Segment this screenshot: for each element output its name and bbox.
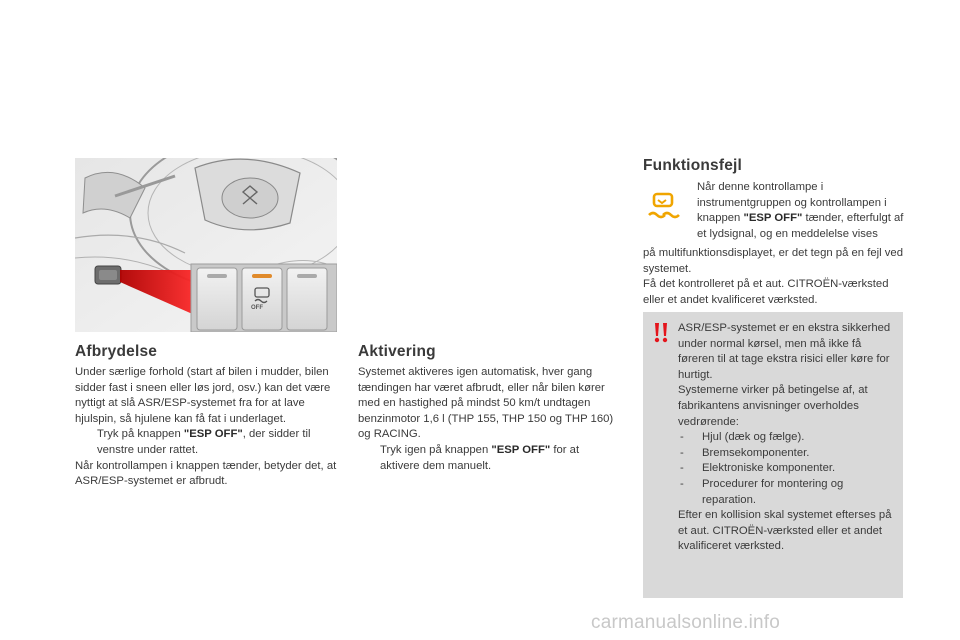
bullet-text-post: for at aktivere dem manuelt.: [380, 443, 580, 472]
bullet-arrow-icon: [75, 427, 97, 458]
section-heading-afbrydelse: Afbrydelse: [75, 343, 158, 360]
warning-text: [678, 321, 896, 555]
bullet-text-post: , der sidder til venstre under rattet.: [97, 428, 311, 456]
list-item: - Procedurer for montering og reparation.: [678, 477, 896, 508]
dashboard-drawing: [75, 158, 337, 332]
bullet-arrow-icon: [358, 443, 380, 474]
section-heading-funktionsfejl: Funktionsfejl: [643, 157, 743, 174]
esp-off-label: "ESP OFF": [491, 443, 551, 456]
section-heading-aktivering: Aktivering: [358, 343, 436, 360]
list-item: - Bremsekomponenter.: [678, 446, 896, 462]
afbrydelse-para1: Under særlige forhold (start af bilen i mudder, bilen sidder fast i sneen eller løs jord, osv.) kan det være nyttigt at slå ASR/ESP-systemet fra for at lave hjulspin, så hjulene kan få fat i underlaget.: [75, 366, 331, 425]
bullet-text-pre: Tryk igen på knappen: [380, 443, 492, 456]
esp-off-label: "ESP OFF": [743, 212, 803, 225]
funktionsfejl-para2: Få det kontrolleret på et aut. CITROËN-værksted eller et andet kvalificeret værksted.: [643, 278, 889, 306]
list-item: - Elektroniske komponenter.: [678, 461, 896, 477]
funktionsfejl-intro: [697, 180, 909, 242]
watermark: carmanualsonline.info: [591, 612, 781, 633]
aktivering-para1: Systemet aktiveres igen automatisk, hver gang tændingen har været afbrudt, eller når bilen kører med en hastighed på mindst 50 km/t undtagen benzinmotor 1,6 l (THP 155, THP 150 og THP 160) og RACING.: [358, 366, 614, 441]
off-label: OFF: [251, 305, 263, 311]
list-item-text: Bremsekomponenter.: [702, 446, 810, 459]
list-item-text: Procedurer for montering og reparation.: [702, 477, 844, 506]
warning-exclamation-icon: [652, 322, 670, 344]
afbrydelse-bullet: [75, 427, 337, 458]
warning-para1: ASR/ESP-systemet er en ekstra sikkerhed under normal kørsel, men må ikke få føreren til at tage ekstra risici eller køre for hurtigt.: [678, 322, 891, 381]
warning-box: [643, 312, 903, 598]
warning-para2: Systemerne virker på betingelse af, at fabrikantens anvisninger overholdes vedrørende:: [678, 384, 868, 428]
funktionsfejl-cont: på multifunktionsdisplayet, er det tegn på en fejl ved systemet.: [643, 247, 903, 275]
afbrydelse-para2: Når kontrollampen i knappen tænder, betyder det, at ASR/ESP-systemet er afbrudt.: [75, 459, 337, 488]
dashboard-illustration: [75, 158, 337, 332]
list-item-text: Hjul (dæk og fælge).: [702, 431, 805, 444]
warning-para3: Efter en kollision skal systemet efterses på et aut. CITROËN-værksted eller et andet kvalificeret værksted.: [678, 509, 892, 553]
intro-text-post: tænder, efterfulgt af et lydsignal, og en meddelelse vises: [697, 212, 904, 240]
intro-text-pre: Når denne kontrollampe i instrumentgruppen og kontrollampen i knappen: [697, 181, 887, 225]
funktionsfejl-body: [643, 246, 905, 308]
esp-warning-icon: [644, 190, 684, 224]
bullet-text-pre: Tryk på knappen: [97, 428, 184, 441]
list-item: - Hjul (dæk og fælge).: [678, 430, 896, 446]
aktivering-bullet: [358, 443, 620, 474]
aktivering-body: [358, 365, 620, 474]
esp-off-label: "ESP OFF": [183, 428, 243, 441]
afbrydelse-body: [75, 365, 337, 490]
list-item-text: Elektroniske komponenter.: [702, 462, 836, 475]
